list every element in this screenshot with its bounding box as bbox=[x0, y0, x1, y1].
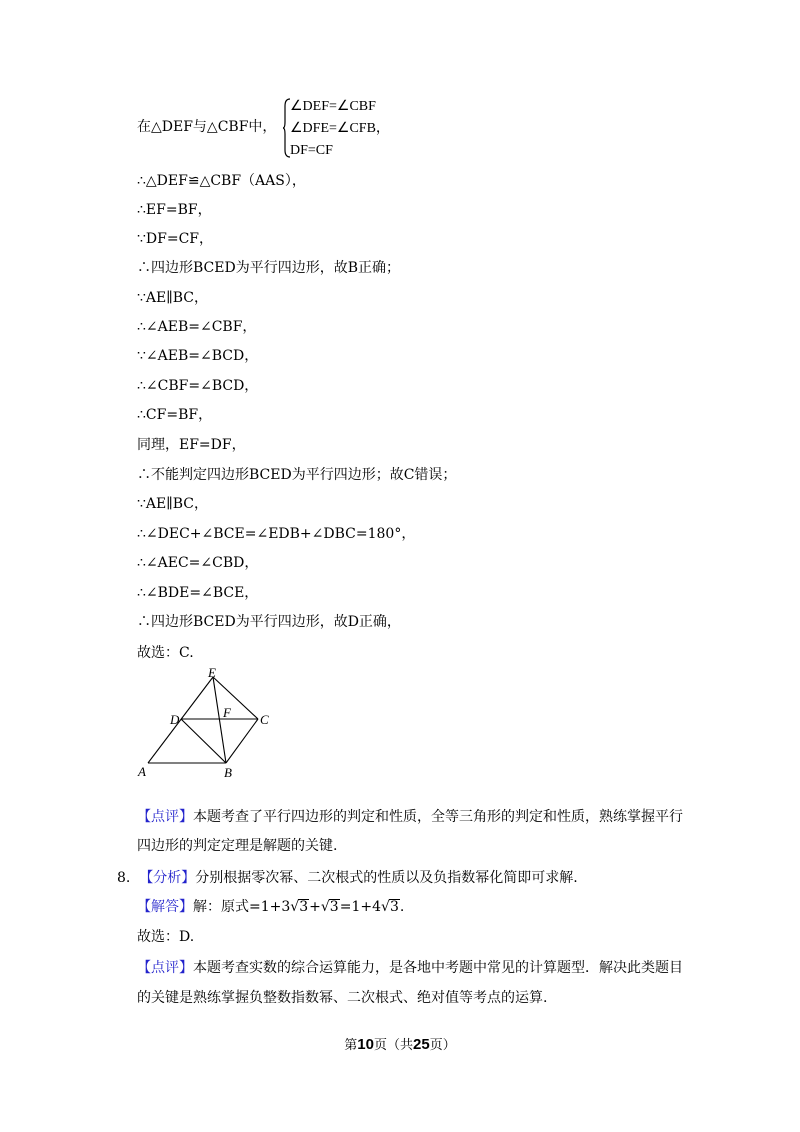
proof-line: ∵AE∥BC， bbox=[137, 290, 208, 306]
comment-7-line1 bbox=[137, 807, 683, 827]
label-B: B bbox=[224, 765, 232, 780]
radicand2: 3 bbox=[329, 899, 339, 915]
proof-line: ∴不能判定四边形BCED为平行四边形；故C错误； bbox=[137, 467, 457, 483]
system-row: ∠DEF=∠CBF bbox=[290, 99, 376, 114]
proof-line: ∴四边形BCED为平行四边形，故D正确， bbox=[137, 614, 401, 630]
page-footer bbox=[0, 1034, 800, 1053]
segment-DB bbox=[181, 719, 226, 763]
segment-EC bbox=[213, 677, 258, 719]
proof-line: ∴四边形BCED为平行四边形，故B正确； bbox=[137, 260, 400, 276]
label-D: D bbox=[170, 712, 180, 727]
proof-line: ∴∠AEC=∠CBD， bbox=[137, 555, 259, 571]
comment-tag: 【点评】 bbox=[137, 960, 193, 976]
question-number: 8. bbox=[117, 870, 131, 886]
q8-comment-line2: 的关键是熟练掌握负整数指数幂、二次根式、绝对值等考点的运算. bbox=[137, 990, 548, 1006]
proof-line: ∴CF=BF， bbox=[137, 407, 213, 423]
label-C: C bbox=[260, 712, 269, 727]
answer-tag: 【解答】 bbox=[137, 899, 193, 915]
comment-tag: 【点评】 bbox=[137, 809, 193, 825]
equals: =1+ bbox=[339, 899, 373, 915]
analysis-text: 分别根据零次幂、二次根式的性质以及负指数幂化简即可求解. bbox=[195, 870, 578, 886]
system-prefix: 在△DEF与△CBF中， bbox=[137, 119, 277, 135]
label-F: F bbox=[223, 705, 231, 720]
q8-analysis bbox=[117, 868, 578, 888]
proof-line: ∴∠BDE=∠BCE， bbox=[137, 585, 259, 601]
proof-line: ∴∠AEB=∠CBF， bbox=[137, 319, 257, 335]
proof-line: ∴∠DEC+∠BCE=∠EDB+∠DBC=180°， bbox=[137, 526, 416, 542]
comment-text: 本题考查了平行四边形的判定和性质，全等三角形的判定和性质，熟练掌握平行 bbox=[193, 809, 683, 825]
system-row: ∠DFE=∠CFB， bbox=[290, 121, 390, 136]
comment-7-line2: 四边形的判定定理是解题的关键. bbox=[137, 838, 338, 854]
q8-comment-line1 bbox=[137, 958, 683, 978]
proof-line: 故选：C. bbox=[137, 645, 194, 661]
proof-line: 同理，EF=DF， bbox=[137, 437, 246, 453]
proof-line: ∵∠AEB=∠BCD， bbox=[137, 348, 259, 364]
page-number: 10 bbox=[357, 1036, 374, 1053]
label-A: A bbox=[138, 764, 146, 779]
geometry-figure bbox=[134, 668, 284, 783]
footer-pre: 第 bbox=[344, 1038, 358, 1053]
proof-line: ∴∠CBF=∠BCD， bbox=[137, 378, 259, 394]
q8-choice: 故选：D. bbox=[137, 929, 195, 945]
radicand3: 3 bbox=[389, 899, 399, 915]
answer-prefix: 解：原式=1+ bbox=[193, 899, 282, 915]
plus: + bbox=[309, 899, 321, 915]
analysis-tag: 【分析】 bbox=[139, 870, 196, 886]
segment-EB bbox=[213, 677, 226, 763]
answer-end: . bbox=[399, 899, 405, 915]
proof-line: ∵DF=CF， bbox=[137, 231, 214, 247]
equation-system bbox=[290, 96, 390, 162]
q8-answer: 【解答】解：原式=1+3√3+√3=1+4√3. bbox=[137, 899, 405, 915]
coef1: 3 bbox=[281, 899, 291, 915]
proof-line: ∴EF=BF， bbox=[137, 202, 212, 218]
system-row: DF=CF bbox=[290, 143, 333, 158]
proof-line: ∴△DEF≌△CBF（AAS）， bbox=[137, 173, 306, 189]
radicand1: 3 bbox=[299, 899, 309, 915]
segment-AE bbox=[148, 677, 213, 763]
label-E: E bbox=[208, 668, 216, 680]
footer-post: 页） bbox=[429, 1038, 456, 1053]
footer-mid: 页（共 bbox=[373, 1038, 413, 1053]
proof-line: ∵AE∥BC， bbox=[137, 496, 208, 512]
segment-CB bbox=[226, 719, 258, 763]
page-total: 25 bbox=[413, 1036, 430, 1053]
comment-text: 本题考查实数的综合运算能力，是各地中考题中常见的计算题型．解决此类题目 bbox=[193, 960, 683, 976]
coef2: 4 bbox=[372, 899, 382, 915]
